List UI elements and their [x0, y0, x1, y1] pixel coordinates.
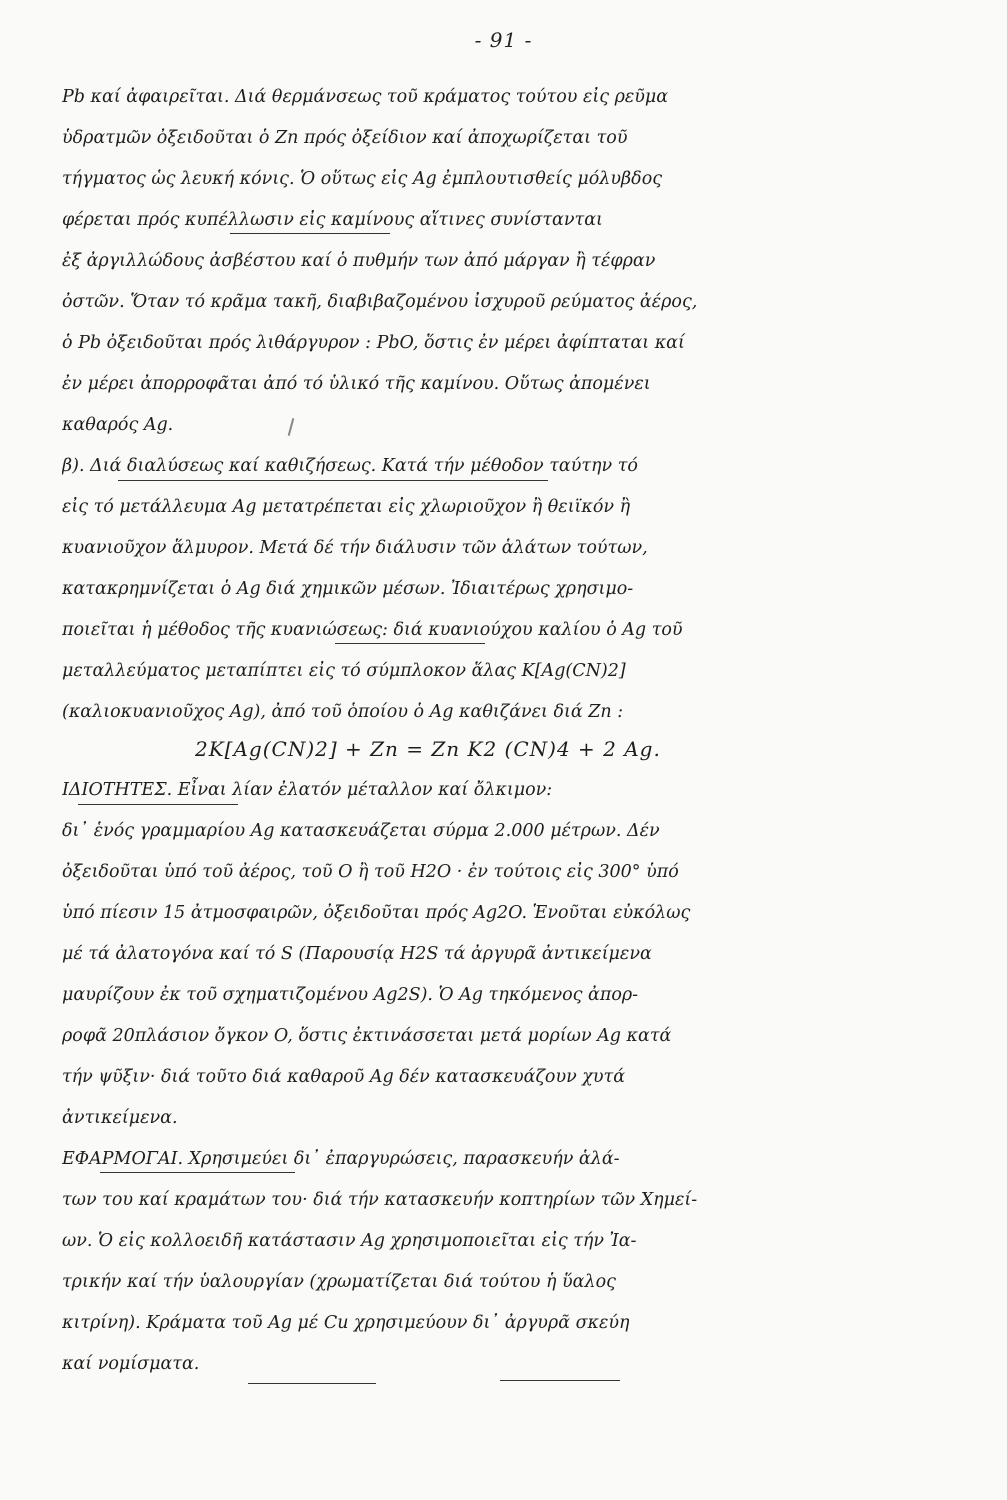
text-line: καθαρός Ag. [62, 415, 174, 435]
text-line: καί νομίσματα. [62, 1354, 200, 1374]
text-line: εἰς τό μετάλλευμα Ag μετατρέπεται εἰς χλωριοῦχον ἢ θειϊκόν ἢ [62, 497, 631, 517]
text-line: Pb καί ἀφαιρεῖται. Διά θερμάνσεως τοῦ κράματος τούτου εἰς ρεῦμα [62, 87, 669, 107]
text-line: μεταλλεύματος μεταπίπτει εἰς τό σύμπλοκον ἅλας K[Ag(CN)2] [62, 661, 626, 681]
text-line: κυανιοῦχον ἅλμυρον. Μετά δέ τήν διάλυσιν τῶν ἁλάτων τούτων, [62, 538, 648, 558]
text-line: ὑδρατμῶν ὀξειδοῦται ὁ Zn πρός ὀξείδιον καί ἀποχωρίζεται τοῦ [62, 128, 628, 148]
chemical-equation: 2K[Ag(CN)2] + Zn = Zn K2 (CN)4 + 2 Ag. [195, 737, 661, 761]
text-line: φέρεται πρός κυπέλλωσιν εἰς καμίνους αἵτινες συνίστανται [62, 210, 603, 230]
text-line: κιτρίνη). Κράματα τοῦ Ag μέ Cu χρησιμεύουν δι᾽ ἀργυρᾶ σκεύη [62, 1313, 630, 1333]
text-line: ὑπό πίεσιν 15 ἀτμοσφαιρῶν, ὀξειδοῦται πρός Ag2O. Ἑνοῦται εὐκόλως [62, 903, 691, 923]
text-line: ὀξειδοῦται ὑπό τοῦ ἀέρος, τοῦ O ἢ τοῦ H2O · ἐν τούτοις εἰς 300° ὑπό [62, 862, 679, 882]
text-line: τρικήν καί τήν ὑαλουργίαν (χρωματίζεται διά τούτου ἡ ὕαλος [62, 1272, 616, 1292]
text-line: ὁ Pb ὀξειδοῦται πρός λιθάργυρον : PbO, ὅστις ἐν μέρει ἀφίπταται καί [62, 333, 685, 353]
text-line: ΕΦΑΡΜΟΓΑΙ. Χρησιμεύει δι᾽ ἐπαργυρώσεις, παρασκευήν ἁλά- [62, 1149, 620, 1169]
text-line: ἐν μέρει ἀπορροφᾶται ἀπό τό ὑλικό τῆς καμίνου. Οὕτως ἀπομένει [62, 374, 651, 394]
text-line: (καλιοκυανιοῦχος Ag), ἀπό τοῦ ὁποίου ὁ Ag καθιζάνει διά Zn : [62, 702, 624, 722]
underline-idiotites [78, 804, 238, 805]
text-line: δι᾽ ἑνός γραμμαρίου Ag κατασκευάζεται σύρμα 2.000 μέτρων. Δέν [62, 821, 660, 841]
text-line: των του καί κραμάτων του· διά τήν κατασκευήν κοπτηρίων τῶν Χημεί- [62, 1190, 698, 1210]
text-line: ροφᾶ 20πλάσιον ὄγκον O, ὅστις ἐκτινάσσεται μετά μορίων Ag κατά [62, 1026, 672, 1046]
closing-rule-right [500, 1380, 620, 1381]
text-line: κατακρημνίζεται ὁ Ag διά χημικῶν μέσων. Ἰδιαιτέρως χρησιμο- [62, 579, 634, 599]
page-number: - 91 - [474, 28, 533, 52]
text-line: ΙΔΙΟΤΗΤΕΣ. Εἶναι λίαν ἐλατόν μέταλλον καί ὄλκιμον: [62, 780, 553, 800]
text-line: β). Διά διαλύσεως καί καθιζήσεως. Κατά τήν μέθοδον ταύτην τό [62, 456, 638, 476]
underline-kypellosis [230, 233, 390, 234]
text-line: ὀστῶν. Ὅταν τό κρᾶμα τακῆ, διαβιβαζομένου ἰσχυροῦ ρεύματος ἀέρος, [62, 292, 698, 312]
closing-rule-left [248, 1383, 376, 1384]
text-line: τήν ψῦξιν· διά τοῦτο διά καθαροῦ Ag δέν κατασκευάζουν χυτά [62, 1067, 626, 1087]
text-line: μέ τά ἀλατογόνα καί τό S (Παρουσίᾳ H2S τά ἀργυρᾶ ἀντικείμενα [62, 944, 652, 964]
text-line: μαυρίζουν ἐκ τοῦ σχηματιζομένου Ag2S). Ὁ Ag τηκόμενος ἀπορ- [62, 985, 639, 1005]
text-line: ἀντικείμενα. [62, 1108, 178, 1128]
text-line: ἐξ ἀργιλλώδους ἀσβέστου καί ὁ πυθμήν των ἀπό μάργαν ἢ τέφραν [62, 251, 656, 271]
underline-efarmogai [100, 1172, 295, 1173]
text-line: ποιεῖται ἡ μέθοδος τῆς κυανιώσεως: διά κυανιούχου καλίου ὁ Ag τοῦ [62, 620, 683, 640]
underline-kyaniosis [335, 643, 485, 644]
text-line: ων. Ὁ εἰς κολλοειδῆ κατάστασιν Ag χρησιμοποιεῖται εἰς τήν Ἰα- [62, 1231, 637, 1251]
underline-section-b [118, 480, 548, 481]
text-line: τήγματος ὡς λευκή κόνις. Ὁ οὕτως εἰς Ag ἐμπλουτισθείς μόλυβδος [62, 169, 663, 189]
